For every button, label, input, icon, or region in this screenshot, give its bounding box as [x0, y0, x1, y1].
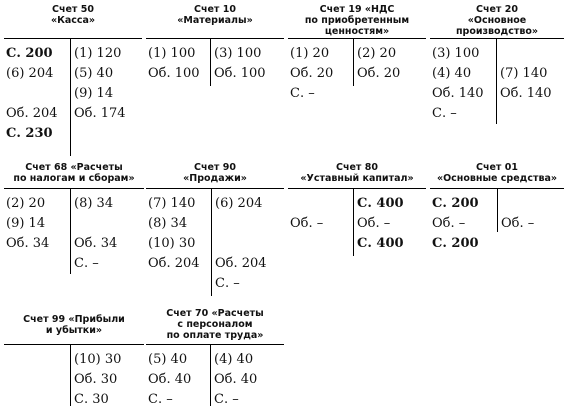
account-divider	[210, 38, 211, 86]
credit-entry: (9) 14	[74, 86, 114, 101]
credit-entry: С. 400	[357, 236, 404, 251]
debit-column	[432, 44, 484, 124]
credit-entry: Об. 20	[357, 66, 401, 81]
debit-entry: (6) 204	[6, 66, 54, 81]
account-title-line: «Материалы»	[177, 15, 253, 26]
debit-entry: С. 230	[6, 126, 53, 141]
credit-column	[74, 194, 117, 274]
credit-entry: Об. 140	[500, 86, 552, 101]
account-title-line: Счет 20	[476, 4, 518, 15]
debit-entry: (4) 40	[432, 66, 472, 81]
debit-column	[432, 194, 479, 254]
account-divider	[497, 188, 498, 232]
account-title-line: «Уставный капитал»	[300, 173, 414, 184]
debit-entry	[6, 84, 58, 104]
credit-entry: (3) 100	[214, 46, 262, 61]
debit-column	[6, 194, 49, 254]
credit-entry	[501, 194, 534, 214]
account-title	[4, 162, 144, 184]
account-title	[146, 162, 284, 184]
credit-column	[500, 44, 552, 104]
debit-column	[290, 44, 333, 104]
credit-entry: Об. 34	[74, 236, 118, 251]
debit-column	[6, 44, 58, 144]
credit-entry	[215, 214, 267, 234]
account-title-line: ценностям»	[324, 26, 390, 37]
account-title-line: по оплате труда»	[166, 330, 264, 341]
account-rule	[4, 38, 142, 39]
credit-column	[501, 194, 534, 234]
account-title-line: «Продажи»	[183, 173, 247, 184]
account-title-line: «Основное	[467, 15, 527, 26]
credit-entry: (7) 140	[500, 66, 548, 81]
credit-entry: Об. –	[357, 216, 391, 231]
account-title	[430, 4, 564, 37]
account-rule	[288, 188, 426, 189]
credit-entry: (6) 204	[215, 196, 263, 211]
debit-entry: (7) 140	[148, 196, 196, 211]
debit-column	[290, 194, 323, 234]
credit-entry: (1) 120	[74, 46, 122, 61]
credit-entry: (2) 20	[357, 46, 397, 61]
debit-column	[148, 350, 191, 410]
credit-entry	[215, 234, 267, 254]
account-title-line: и убытки»	[45, 325, 103, 336]
account-rule	[288, 38, 426, 39]
debit-entry: С. –	[432, 106, 457, 121]
credit-entry: Об. 174	[74, 106, 126, 121]
debit-entry: (2) 20	[6, 196, 46, 211]
account-title	[288, 162, 426, 184]
account-title	[4, 314, 144, 336]
account-divider	[353, 38, 354, 86]
account-rule	[146, 188, 284, 189]
credit-column	[215, 194, 267, 294]
credit-column	[214, 350, 257, 410]
account-title	[146, 308, 284, 341]
debit-entry: С. –	[148, 392, 173, 407]
debit-entry: (5) 40	[148, 352, 188, 367]
debit-entry: Об. –	[290, 216, 324, 231]
account-rule	[430, 38, 564, 39]
credit-column	[214, 44, 266, 84]
debit-entry: С. 200	[432, 236, 479, 251]
debit-entry: (1) 100	[148, 46, 196, 61]
account-title	[288, 4, 426, 37]
debit-entry: Об. 34	[6, 236, 50, 251]
account-divider	[70, 188, 71, 274]
credit-column	[74, 44, 126, 124]
account-title-line: производство»	[455, 26, 539, 37]
debit-entry: С. 200	[6, 46, 53, 61]
debit-entry: (9) 14	[6, 216, 46, 231]
debit-entry: Об. 20	[290, 66, 334, 81]
account-title-line: Счет 99 «Прибыли	[23, 314, 125, 325]
credit-column	[357, 44, 400, 84]
account-title-line: Счет 68 «Расчеты	[25, 162, 123, 173]
debit-entry: Об. 100	[148, 66, 200, 81]
debit-entry: (3) 100	[432, 46, 480, 61]
credit-entry: Об. 30	[74, 372, 118, 387]
account-title	[146, 4, 284, 26]
account-rule	[146, 38, 284, 39]
credit-entry: С. –	[215, 276, 240, 291]
account-divider	[496, 38, 497, 124]
debit-column	[148, 194, 200, 274]
debit-entry	[290, 194, 323, 214]
credit-entry	[74, 214, 117, 234]
credit-entry: С. –	[74, 256, 99, 271]
account-title-line: Счет 01	[476, 162, 518, 173]
account-title	[430, 162, 564, 184]
credit-column	[357, 194, 404, 254]
credit-entry: Об. 40	[214, 372, 258, 387]
account-title-line: Счет 70 «Расчеты	[166, 308, 264, 319]
account-rule	[4, 344, 144, 345]
credit-entry: С. 400	[357, 196, 404, 211]
credit-entry: Об. 100	[214, 66, 266, 81]
account-title-line: «Основные средства»	[436, 173, 558, 184]
credit-entry: Об. –	[501, 216, 535, 231]
account-title-line: Счет 90	[194, 162, 236, 173]
credit-entry: (10) 30	[74, 352, 122, 367]
credit-entry	[500, 44, 552, 64]
credit-entry: (4) 40	[214, 352, 254, 367]
account-title	[4, 4, 142, 26]
account-divider	[70, 344, 71, 406]
account-title-line: Счет 80	[336, 162, 378, 173]
account-title-line: Счет 19 «НДС	[319, 4, 395, 15]
debit-entry: Об. 40	[148, 372, 192, 387]
account-divider	[70, 38, 71, 156]
debit-entry: (8) 34	[148, 216, 188, 231]
credit-entry: С. 30	[74, 392, 109, 407]
credit-entry: (5) 40	[74, 66, 114, 81]
debit-entry: Об. 140	[432, 86, 484, 101]
debit-entry: (1) 20	[290, 46, 330, 61]
account-title-line: по приобретенным	[304, 15, 410, 26]
account-title-line: Счет 10	[194, 4, 236, 15]
account-divider	[353, 188, 354, 256]
account-rule	[4, 188, 144, 189]
credit-entry: Об. 204	[215, 256, 267, 271]
debit-column	[148, 44, 200, 84]
debit-entry: Об. 204	[6, 106, 58, 121]
account-rule	[146, 344, 284, 345]
debit-entry: Об. 204	[148, 256, 200, 271]
debit-entry: (10) 30	[148, 236, 196, 251]
debit-entry: С. 200	[432, 196, 479, 211]
debit-entry: С. –	[290, 86, 315, 101]
account-title-line: по налогам и сборам»	[13, 173, 135, 184]
account-divider	[210, 344, 211, 406]
account-divider	[211, 188, 212, 296]
credit-entry: С. –	[214, 392, 239, 407]
account-title-line: с персоналом	[177, 319, 253, 330]
credit-entry: (8) 34	[74, 196, 114, 211]
account-title-line: «Касса»	[50, 15, 96, 26]
credit-column	[74, 350, 121, 410]
account-title-line: Счет 50	[52, 4, 94, 15]
debit-entry: Об. –	[432, 216, 466, 231]
